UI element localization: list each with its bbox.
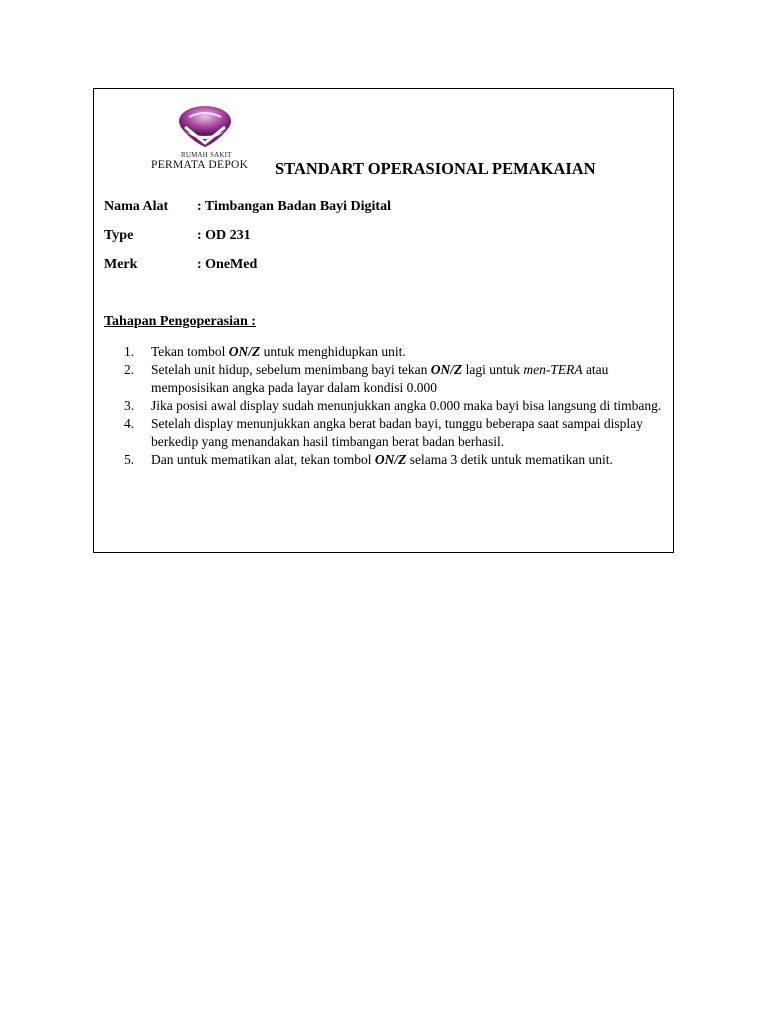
step-text-part: untuk menghidupkan unit. xyxy=(260,344,406,359)
step-text xyxy=(151,343,664,361)
steps-list xyxy=(124,343,664,469)
logo-text-top: RUMAH SAKIT xyxy=(181,151,232,159)
logo-text-name: PERMATA DEPOK xyxy=(151,159,249,171)
step-text-part: selama 3 detik untuk mematikan unit. xyxy=(406,452,613,467)
info-value: : OneMed xyxy=(197,257,258,272)
step-text-part: lagi untuk xyxy=(462,362,524,377)
step-text xyxy=(151,415,664,451)
step-number: 1. xyxy=(124,344,135,359)
info-label: Type xyxy=(104,228,134,243)
button-name-text: ON/Z xyxy=(430,362,463,377)
step-number: 5. xyxy=(124,452,135,467)
hospital-logo xyxy=(149,103,271,171)
info-value: : Timbangan Badan Bayi Digital xyxy=(197,199,391,214)
info-row-nama-alat xyxy=(104,199,391,215)
step-number: 3. xyxy=(124,398,135,413)
step-item xyxy=(124,415,664,451)
info-value: : OD 231 xyxy=(197,228,251,243)
document-title: STANDART OPERASIONAL PEMAKAIAN xyxy=(275,159,596,178)
step-item xyxy=(124,397,664,415)
step-text-part: Setelah unit hidup, sebelum menimbang bayi tekan xyxy=(151,362,431,377)
info-label: Merk xyxy=(104,257,138,272)
button-name-text: ON/Z xyxy=(374,452,407,467)
button-name-text: ON/Z xyxy=(228,344,261,359)
step-text-part: Tekan tombol xyxy=(151,344,229,359)
step-text xyxy=(151,361,664,397)
step-text xyxy=(151,397,664,415)
step-item xyxy=(124,361,664,397)
step-text-part: atau memposisikan angka pada layar dalam kondisi 0.000 xyxy=(151,362,609,395)
step-item xyxy=(124,343,664,361)
step-text-part: Dan untuk mematikan alat, tekan tombol xyxy=(151,452,375,467)
sop-frame xyxy=(93,88,674,553)
step-number: 4. xyxy=(124,416,135,431)
step-text-part: men-TERA xyxy=(523,362,583,377)
info-row-merk xyxy=(104,257,257,273)
info-label: Nama Alat xyxy=(104,199,169,214)
step-text-part: Setelah display menunjukkan angka berat badan bayi, tunggu beberapa saat sampai display berkedip yang menandakan hasil timbangan berat badan berhasil. xyxy=(151,416,643,449)
step-number: 2. xyxy=(124,362,135,377)
step-item xyxy=(124,451,664,469)
info-row-type xyxy=(104,228,251,244)
step-text-part: Jika posisi awal display sudah menunjukkan angka 0.000 maka bayi bisa langsung di timbang. xyxy=(151,398,662,413)
step-text xyxy=(151,451,664,469)
section-heading: Tahapan Pengoperasian : xyxy=(104,314,256,329)
